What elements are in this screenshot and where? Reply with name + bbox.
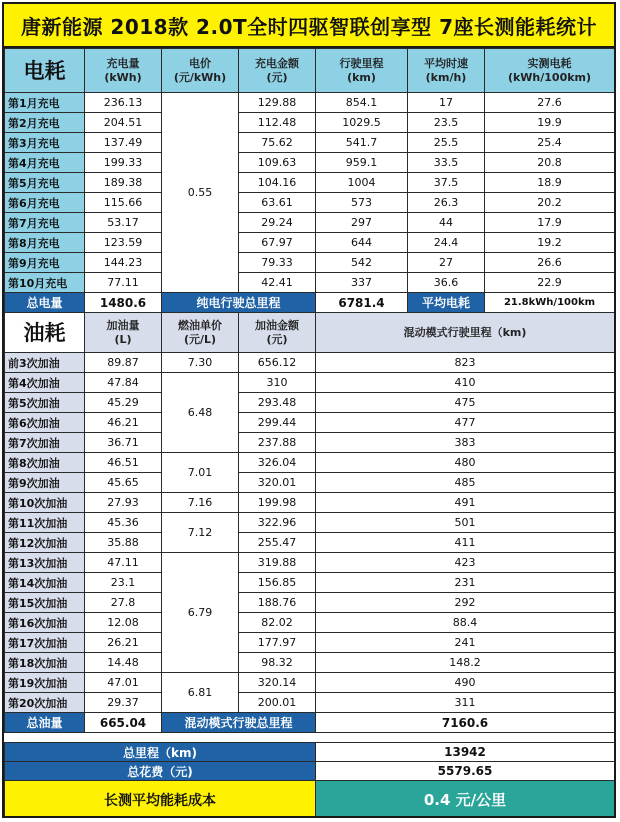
hybrid-km-cell: 480 [316, 453, 615, 473]
hybrid-km-cell: 88.4 [316, 613, 615, 633]
fuel-row-label: 第6次加油 [5, 413, 85, 433]
charge-cost-cell: 129.88 [239, 93, 316, 113]
consumption-cell: 22.9 [485, 273, 615, 293]
fuel-row [5, 633, 615, 653]
total-distance-value: 13942 [316, 743, 615, 762]
fuel-cost-cell: 326.04 [239, 453, 316, 473]
charge-cost-cell: 104.16 [239, 173, 316, 193]
fuel-liters-cell: 14.48 [85, 653, 162, 673]
fuel-row-label: 第12次加油 [5, 533, 85, 553]
header-drive-km: 行驶里程 (km) [316, 49, 408, 93]
electric-table [4, 48, 615, 313]
electric-row [5, 213, 615, 233]
electric-row-label: 第3月充电 [5, 133, 85, 153]
charge-kwh-cell: 144.23 [85, 253, 162, 273]
fuel-row-label: 第10次加油 [5, 493, 85, 513]
fuel-cost-cell: 656.12 [239, 353, 316, 373]
electric-row [5, 93, 615, 113]
total-kwh-value: 1480.6 [85, 293, 162, 313]
electric-row-label: 第9月充电 [5, 253, 85, 273]
summary-table [4, 742, 615, 818]
fuel-row [5, 613, 615, 633]
fuel-liters-cell: 45.65 [85, 473, 162, 493]
consumption-cell: 26.6 [485, 253, 615, 273]
energy-cost-sheet [2, 2, 616, 818]
fuel-cost-cell: 237.88 [239, 433, 316, 453]
charge-cost-cell: 42.41 [239, 273, 316, 293]
sheet-title: 唐新能源 2018款 2.0T全时四驱智联创享型 7座长测能耗统计 [4, 4, 614, 48]
fuel-cost-cell: 82.02 [239, 613, 316, 633]
fuel-row [5, 453, 615, 473]
electric-row [5, 233, 615, 253]
consumption-cell: 19.2 [485, 233, 615, 253]
fuel-row-label: 第17次加油 [5, 633, 85, 653]
fuel-row [5, 533, 615, 553]
header-fuel-liters: 加油量 (L) [85, 313, 162, 353]
drive-km-cell: 1004 [316, 173, 408, 193]
fuel-cost-cell: 320.14 [239, 673, 316, 693]
fuel-price-cell: 6.81 [162, 673, 239, 713]
hybrid-km-cell: 423 [316, 553, 615, 573]
avg-speed-cell: 24.4 [408, 233, 485, 253]
charge-kwh-cell: 199.33 [85, 153, 162, 173]
consumption-cell: 17.9 [485, 213, 615, 233]
fuel-liters-cell: 89.87 [85, 353, 162, 373]
avg-speed-cell: 26.3 [408, 193, 485, 213]
electric-row-label: 第2月充电 [5, 113, 85, 133]
hybrid-km-cell: 491 [316, 493, 615, 513]
charge-kwh-cell: 53.17 [85, 213, 162, 233]
electric-row-label: 第1月充电 [5, 93, 85, 113]
electric-row-label: 第7月充电 [5, 213, 85, 233]
fuel-cost-cell: 310 [239, 373, 316, 393]
charge-cost-cell: 63.61 [239, 193, 316, 213]
fuel-cost-cell: 200.01 [239, 693, 316, 713]
header-consumption: 实测电耗 (kWh/100km) [485, 49, 615, 93]
fuel-liters-cell: 47.01 [85, 673, 162, 693]
fuel-row [5, 513, 615, 533]
hybrid-km-cell: 311 [316, 693, 615, 713]
fuel-cost-cell: 156.85 [239, 573, 316, 593]
electric-row [5, 273, 615, 293]
electric-row [5, 253, 615, 273]
fuel-liters-cell: 23.1 [85, 573, 162, 593]
fuel-liters-cell: 27.8 [85, 593, 162, 613]
total-fuel-value: 665.04 [85, 713, 162, 733]
fuel-price-cell: 7.30 [162, 353, 239, 373]
avg-speed-cell: 36.6 [408, 273, 485, 293]
header-charge-cost: 充电金额 (元) [239, 49, 316, 93]
fuel-row-label: 第11次加油 [5, 513, 85, 533]
fuel-liters-cell: 47.11 [85, 553, 162, 573]
fuel-price-cell: 7.16 [162, 493, 239, 513]
electric-row-label: 第5月充电 [5, 173, 85, 193]
fuel-row [5, 573, 615, 593]
fuel-price-cell: 7.12 [162, 513, 239, 553]
charge-cost-cell: 75.62 [239, 133, 316, 153]
consumption-cell: 20.2 [485, 193, 615, 213]
fuel-cost-cell: 199.98 [239, 493, 316, 513]
hybrid-km-cell: 490 [316, 673, 615, 693]
hybrid-km-cell: 475 [316, 393, 615, 413]
fuel-row-label: 第19次加油 [5, 673, 85, 693]
fuel-row [5, 553, 615, 573]
fuel-table [4, 312, 615, 733]
total-hybrid-km-label: 混动模式行驶总里程 [162, 713, 316, 733]
consumption-cell: 27.6 [485, 93, 615, 113]
drive-km-cell: 644 [316, 233, 408, 253]
total-distance-label: 总里程（km) [5, 743, 316, 762]
fuel-liters-cell: 36.71 [85, 433, 162, 453]
fuel-cost-cell: 293.48 [239, 393, 316, 413]
header-electric-price: 电价 (元/kWh) [162, 49, 239, 93]
fuel-liters-cell: 26.21 [85, 633, 162, 653]
fuel-row [5, 593, 615, 613]
charge-cost-cell: 67.97 [239, 233, 316, 253]
electric-row [5, 173, 615, 193]
hybrid-km-cell: 823 [316, 353, 615, 373]
drive-km-cell: 337 [316, 273, 408, 293]
hybrid-km-cell: 477 [316, 413, 615, 433]
fuel-row [5, 433, 615, 453]
fuel-cost-cell: 322.96 [239, 513, 316, 533]
fuel-liters-cell: 27.93 [85, 493, 162, 513]
fuel-liters-cell: 45.29 [85, 393, 162, 413]
avg-speed-cell: 23.5 [408, 113, 485, 133]
electric-row [5, 113, 615, 133]
electric-row [5, 193, 615, 213]
fuel-cost-cell: 255.47 [239, 533, 316, 553]
hybrid-km-cell: 411 [316, 533, 615, 553]
charge-cost-cell: 29.24 [239, 213, 316, 233]
fuel-row-label: 第5次加油 [5, 393, 85, 413]
fuel-row [5, 673, 615, 693]
drive-km-cell: 854.1 [316, 93, 408, 113]
fuel-row-label: 第20次加油 [5, 693, 85, 713]
consumption-cell: 18.9 [485, 173, 615, 193]
fuel-cost-cell: 320.01 [239, 473, 316, 493]
avg-speed-cell: 27 [408, 253, 485, 273]
fuel-liters-cell: 12.08 [85, 613, 162, 633]
fuel-section-label: 油耗 [5, 313, 85, 353]
fuel-row-label: 第8次加油 [5, 453, 85, 473]
electric-section-label: 电耗 [5, 49, 85, 93]
fuel-liters-cell: 29.37 [85, 693, 162, 713]
fuel-row-label: 第15次加油 [5, 593, 85, 613]
total-hybrid-km-value: 7160.6 [316, 713, 615, 733]
avg-cost-value: 0.4 元/公里 [316, 781, 615, 819]
hybrid-km-cell: 231 [316, 573, 615, 593]
charge-kwh-cell: 137.49 [85, 133, 162, 153]
fuel-cost-cell: 299.44 [239, 413, 316, 433]
consumption-cell: 25.4 [485, 133, 615, 153]
hybrid-km-cell: 501 [316, 513, 615, 533]
charge-kwh-cell: 123.59 [85, 233, 162, 253]
fuel-row [5, 653, 615, 673]
avg-consumption-value: 21.8kWh/100km [485, 293, 615, 313]
charge-cost-cell: 112.48 [239, 113, 316, 133]
total-electric-km-value: 6781.4 [316, 293, 408, 313]
charge-kwh-cell: 115.66 [85, 193, 162, 213]
fuel-row-label: 第16次加油 [5, 613, 85, 633]
fuel-row [5, 473, 615, 493]
fuel-cost-cell: 98.32 [239, 653, 316, 673]
fuel-row-label: 第7次加油 [5, 433, 85, 453]
avg-speed-cell: 37.5 [408, 173, 485, 193]
fuel-row-label: 第4次加油 [5, 373, 85, 393]
charge-cost-cell: 109.63 [239, 153, 316, 173]
fuel-price-cell: 6.48 [162, 373, 239, 453]
drive-km-cell: 541.7 [316, 133, 408, 153]
consumption-cell: 20.8 [485, 153, 615, 173]
charge-cost-cell: 79.33 [239, 253, 316, 273]
fuel-row [5, 693, 615, 713]
fuel-row-label: 第13次加油 [5, 553, 85, 573]
drive-km-cell: 959.1 [316, 153, 408, 173]
total-cost-label: 总花费（元) [5, 762, 316, 781]
total-electric-km-label: 纯电行驶总里程 [162, 293, 316, 313]
hybrid-km-cell: 292 [316, 593, 615, 613]
fuel-row-label: 第9次加油 [5, 473, 85, 493]
electric-price-cell: 0.55 [162, 93, 239, 293]
avg-consumption-label: 平均电耗 [408, 293, 485, 313]
electric-row-label: 第6月充电 [5, 193, 85, 213]
drive-km-cell: 542 [316, 253, 408, 273]
header-fuel-price: 燃油单价 (元/L) [162, 313, 239, 353]
fuel-liters-cell: 35.88 [85, 533, 162, 553]
fuel-row-label: 前3次加油 [5, 353, 85, 373]
charge-kwh-cell: 77.11 [85, 273, 162, 293]
fuel-liters-cell: 45.36 [85, 513, 162, 533]
fuel-row-label: 第18次加油 [5, 653, 85, 673]
charge-kwh-cell: 189.38 [85, 173, 162, 193]
fuel-row [5, 353, 615, 373]
drive-km-cell: 297 [316, 213, 408, 233]
hybrid-km-cell: 383 [316, 433, 615, 453]
avg-speed-cell: 44 [408, 213, 485, 233]
header-fuel-cost: 加油金额 (元) [239, 313, 316, 353]
electric-row [5, 133, 615, 153]
fuel-row [5, 393, 615, 413]
fuel-price-cell: 7.01 [162, 453, 239, 493]
avg-speed-cell: 25.5 [408, 133, 485, 153]
consumption-cell: 19.9 [485, 113, 615, 133]
drive-km-cell: 1029.5 [316, 113, 408, 133]
hybrid-km-cell: 410 [316, 373, 615, 393]
total-kwh-label: 总电量 [5, 293, 85, 313]
electric-row-label: 第8月充电 [5, 233, 85, 253]
fuel-row [5, 493, 615, 513]
hybrid-km-cell: 148.2 [316, 653, 615, 673]
total-cost-value: 5579.65 [316, 762, 615, 781]
hybrid-km-cell: 241 [316, 633, 615, 653]
header-charge-kwh: 充电量 (kWh) [85, 49, 162, 93]
charge-kwh-cell: 204.51 [85, 113, 162, 133]
fuel-liters-cell: 47.84 [85, 373, 162, 393]
fuel-row [5, 413, 615, 433]
avg-cost-label: 长测平均能耗成本 [5, 781, 316, 819]
fuel-row-label: 第14次加油 [5, 573, 85, 593]
total-fuel-label: 总油量 [5, 713, 85, 733]
fuel-cost-cell: 188.76 [239, 593, 316, 613]
charge-kwh-cell: 236.13 [85, 93, 162, 113]
fuel-cost-cell: 177.97 [239, 633, 316, 653]
drive-km-cell: 573 [316, 193, 408, 213]
electric-row [5, 153, 615, 173]
fuel-liters-cell: 46.51 [85, 453, 162, 473]
fuel-row [5, 373, 615, 393]
header-hybrid-km: 混动模式行驶里程（km) [316, 313, 615, 353]
fuel-liters-cell: 46.21 [85, 413, 162, 433]
electric-row-label: 第10月充电 [5, 273, 85, 293]
fuel-cost-cell: 319.88 [239, 553, 316, 573]
electric-row-label: 第4月充电 [5, 153, 85, 173]
hybrid-km-cell: 485 [316, 473, 615, 493]
avg-speed-cell: 33.5 [408, 153, 485, 173]
fuel-price-cell: 6.79 [162, 553, 239, 673]
avg-speed-cell: 17 [408, 93, 485, 113]
header-avg-speed: 平均时速 (km/h) [408, 49, 485, 93]
